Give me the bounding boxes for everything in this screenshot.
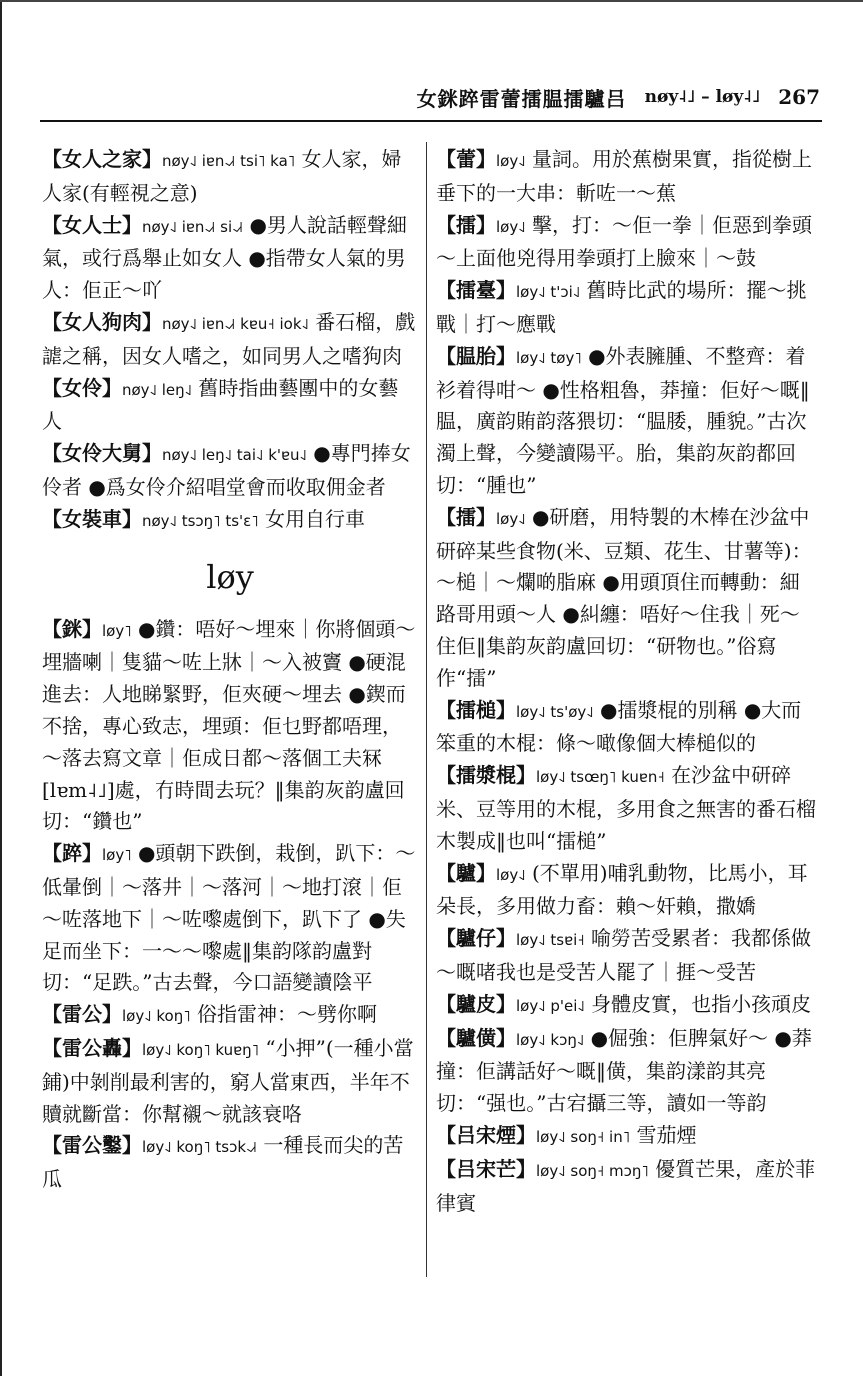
entry-headword: 【女伶大舅】 bbox=[42, 441, 162, 466]
entry-headword: 【雷公】 bbox=[42, 1002, 122, 1027]
entry-definition: ●專門捧女伶者 ●爲女伶介紹唱堂會而收取佣金者 bbox=[42, 441, 411, 499]
entry-pronunciation: løy˨˩ koŋ˥ kuɐŋ˥ bbox=[142, 1040, 260, 1059]
dictionary-entry bbox=[42, 1130, 418, 1196]
entry-headword: 【女人之家】 bbox=[42, 147, 162, 171]
dictionary-entry bbox=[42, 504, 418, 538]
column-divider bbox=[426, 142, 427, 1277]
entry-definition: ●頭朝下跌倒，栽倒，趴下：～低暈倒｜～落井｜～落河｜～地打滾｜佢～咗落地下｜～咗嚟處倒下，趴下了 ●失足而坐下：一～～嚟處‖集韵隊韵盧對切：“足跌。”古去聲，今口語變讀陰平 bbox=[42, 841, 416, 995]
entry-pronunciation: løy˨˩ tøy˥ bbox=[516, 348, 582, 367]
dictionary-entry bbox=[436, 144, 816, 210]
entry-pronunciation: løy˨˩ bbox=[496, 152, 526, 170]
entry-pronunciation: løy˥ bbox=[102, 621, 132, 640]
entry-headword: 【吕宋芒】 bbox=[436, 1156, 536, 1181]
entry-pronunciation: løy˨˩ tsœŋ˥ kuɐn˧ bbox=[536, 768, 665, 787]
entry-pronunciation: løy˨˩ bbox=[496, 509, 526, 528]
entry-headword: 【雷公轟】 bbox=[42, 1035, 142, 1060]
entry-headword: 【女人士】 bbox=[42, 212, 142, 237]
entry-pronunciation: løy˨˩ bbox=[496, 217, 526, 236]
entry-headword: 【擂】 bbox=[436, 504, 496, 529]
dictionary-entry bbox=[436, 858, 816, 924]
entry-pronunciation: løy˨˩ tsɐi˧ bbox=[516, 931, 585, 950]
entry-headword: 【驢仔】 bbox=[436, 926, 516, 951]
entry-headword: 【擂】 bbox=[436, 212, 496, 237]
entry-headword: 【銤】 bbox=[42, 616, 102, 641]
entry-definition: 番石榴，戲謔之稱，因女人嗜之，如同男人之嗜狗肉 bbox=[42, 309, 416, 368]
entry-definition: ●鑽：唔好～埋來｜你將個頭～埋牆喇｜隻貓～咗上牀｜～入被竇 ●硬混進去：人地睇緊野，佢夾硬～埋去 ●鍥而不捨，專心致志，埋頭：佢乜野都唔理，～落去寫文章｜佢成日都～落個工夫冧[lɐm˨˩]處，冇時間去玩？‖集韵灰韵盧回切：“鑽也” bbox=[42, 616, 416, 834]
page-left-edge bbox=[0, 0, 2, 1376]
entry-definition: ●研磨，用特製的木棒在沙盆中研碎某些食物(米、豆類、花生、甘薯等)：～槌｜～爛啲脂麻 ●用頭頂住而轉動：細路哥用頭～人 ●糾纏：唔好～住我｜死～住佢‖集韵灰韵盧回切：“研物也。”俗寫作“擂” bbox=[436, 504, 812, 690]
dictionary-entry bbox=[436, 275, 816, 341]
dictionary-entry bbox=[436, 760, 816, 857]
right-entries bbox=[436, 144, 816, 1219]
left-entries-top bbox=[42, 144, 418, 538]
entry-definition: ●男人說話輕聲細氣，或行爲舉止如女人 ●指帶女人氣的男人：佢正～吖 bbox=[42, 212, 407, 303]
entry-definition: 量詞。用於蕉樹果實，指從樹上垂下的一大串：斬咗一～蕉 bbox=[436, 147, 812, 205]
entry-pronunciation: nøy˨˩ iɐn˨˩˧ si˨˩˧ bbox=[142, 217, 244, 236]
left-entries-bottom bbox=[42, 614, 418, 1196]
entry-headword: 【女裝車】 bbox=[42, 506, 142, 531]
section-heading: løy bbox=[206, 557, 254, 596]
dictionary-entry bbox=[42, 144, 418, 210]
entry-headword: 【蕾】 bbox=[436, 147, 496, 171]
entry-headword: 【擂漿棍】 bbox=[436, 763, 536, 788]
dictionary-entry bbox=[42, 373, 418, 439]
dictionary-entry bbox=[436, 502, 816, 695]
dictionary-entry bbox=[42, 614, 418, 839]
entry-headword: 【驢皮】 bbox=[436, 991, 516, 1016]
entry-definition: “小押”(一種小當鋪)中剝削最利害的，窮人當東西，半年不贖就斷當：你幫襯～就該衰咯 bbox=[42, 1035, 414, 1126]
dictionary-entry bbox=[436, 923, 816, 989]
entry-definition: 雪茄煙 bbox=[630, 1122, 697, 1147]
entry-definition: 舊時指曲藝團中的女藝人 bbox=[42, 375, 399, 434]
entry-pronunciation: løy˨˩ t'ɔi˨˩ bbox=[516, 283, 581, 302]
left-column bbox=[42, 144, 418, 1196]
entry-definition: 女用自行車 bbox=[258, 506, 366, 531]
entry-headword: 【驢】 bbox=[436, 860, 496, 885]
entry-pronunciation: løy˥ bbox=[102, 846, 132, 865]
entry-pronunciation: løy˨˩ p'ei˨˩ bbox=[516, 996, 585, 1015]
entry-pronunciation: løy˨˩ koŋ˥ tsɔk˨˩˧ bbox=[142, 1138, 257, 1157]
page-top-edge bbox=[0, 0, 863, 2]
running-header bbox=[40, 80, 820, 114]
entry-headword: 【雷公鑿】 bbox=[42, 1133, 142, 1158]
entry-pronunciation: løy˨˩ koŋ˥ bbox=[122, 1007, 191, 1026]
entry-headword: 【擂槌】 bbox=[436, 697, 516, 722]
entry-definition: 擊，打：～佢一拳｜佢惡到拳頭～上面他兇得用拳頭打上臉來｜～鼓 bbox=[436, 212, 812, 271]
entry-definition: ●倔強：佢脾氣好～ ●莽撞：佢講話好～嘅‖僙，集韵漾韵其亮切：“强也。”古宕攝三等，讀如一等韵 bbox=[436, 1025, 812, 1116]
dictionary-entry bbox=[436, 341, 816, 502]
dictionary-entry bbox=[436, 1023, 816, 1120]
dictionary-entry bbox=[42, 210, 418, 307]
entry-headword: 【吕宋煙】 bbox=[436, 1122, 536, 1147]
dictionary-entry bbox=[42, 307, 418, 373]
dictionary-entry bbox=[436, 1120, 816, 1154]
entry-pronunciation: løy˨˩ soŋ˧ in˥ bbox=[536, 1127, 631, 1146]
dictionary-entry bbox=[42, 838, 418, 999]
entry-definition: 在沙盆中研碎米、豆等用的木棍，多用食之無害的番石榴木製成‖也叫“擂槌” bbox=[436, 763, 816, 853]
entry-definition: 喻勞苦受累者：我都係做～嘅啫我也是受苦人罷了｜捱～受苦 bbox=[436, 926, 812, 984]
header-phonetic-range: nøy˨˩ – løy˨˩ bbox=[644, 87, 761, 107]
entry-headword: 【女伶】 bbox=[42, 375, 122, 400]
header-rule bbox=[40, 120, 822, 122]
entry-headword: 【踤】 bbox=[42, 841, 102, 866]
entry-definition: ●外表臃腫、不整齊：着衫着得咁～ ●性格粗魯，莽撞：佢好～嘅‖腽，廣韵賄韵落猥切：“腽腇，腫貌。”古次濁上聲，今變讀陽平。胎，集韵灰韵都回切：“腫也” bbox=[436, 343, 810, 497]
dictionary-entry bbox=[42, 438, 418, 504]
entry-definition: 女人家，婦人家(有輕視之意) bbox=[42, 147, 402, 205]
entry-pronunciation: nøy˨˩ iɐn˨˩˧ tsi˥ ka˥ bbox=[162, 152, 296, 170]
dictionary-entry bbox=[436, 210, 816, 276]
entry-headword: 【女人狗肉】 bbox=[42, 309, 162, 334]
entry-definition: 身體皮實，也指小孩頑皮 bbox=[584, 991, 812, 1016]
entry-definition: ●擂漿棍的別稱 ●大而笨重的木棍：條～噉像個大棒槌似的 bbox=[436, 697, 802, 756]
entry-definition: 舊時比武的場所：擺～挑戰｜打～應戰 bbox=[436, 278, 807, 336]
right-column bbox=[436, 144, 816, 1219]
entry-headword: 【驢僙】 bbox=[436, 1025, 516, 1050]
header-headwords: 女銤踤雷蕾擂腽擂驢吕 bbox=[416, 86, 627, 111]
entry-definition: 優質芒果，產於菲律賓 bbox=[436, 1156, 816, 1215]
entry-headword: 【擂臺】 bbox=[436, 278, 516, 303]
entry-definition: 一種長而尖的苦瓜 bbox=[42, 1133, 404, 1192]
entry-pronunciation: nøy˨˩ leŋ˨˩ tai˨˩ k'ɐu˨˩ bbox=[162, 446, 307, 465]
entry-definition: 俗指雷神：～劈你啊 bbox=[190, 1002, 377, 1027]
page-number: 267 bbox=[778, 85, 820, 109]
dictionary-entry bbox=[436, 989, 816, 1023]
entry-pronunciation: nøy˨˩ iɐn˨˩˧ kɐu˧ iok˨˩ bbox=[162, 314, 309, 333]
entry-headword: 【腽胎】 bbox=[436, 343, 516, 368]
entry-pronunciation: løy˨˩ bbox=[496, 865, 526, 884]
dictionary-entry bbox=[436, 1154, 816, 1220]
dictionary-entry bbox=[436, 695, 816, 761]
entry-pronunciation: nøy˨˩ tsɔŋ˥ ts'ɛ˥ bbox=[142, 511, 259, 530]
entry-pronunciation: løy˨˩ soŋ˧ mɔŋ˥ bbox=[536, 1161, 649, 1180]
entry-definition: (不單用)哺乳動物，比馬小，耳朵長，多用做力畜：賴～奸賴，撒嬌 bbox=[436, 860, 808, 919]
entry-pronunciation: løy˨˩ kɔŋ˨˩ bbox=[516, 1030, 585, 1049]
entry-pronunciation: løy˨˩ ts'øy˨˩ bbox=[516, 702, 594, 721]
entry-pronunciation: nøy˨˩ leŋ˨˩ bbox=[122, 380, 193, 399]
dictionary-entry bbox=[42, 999, 418, 1033]
dictionary-entry bbox=[42, 1033, 418, 1130]
